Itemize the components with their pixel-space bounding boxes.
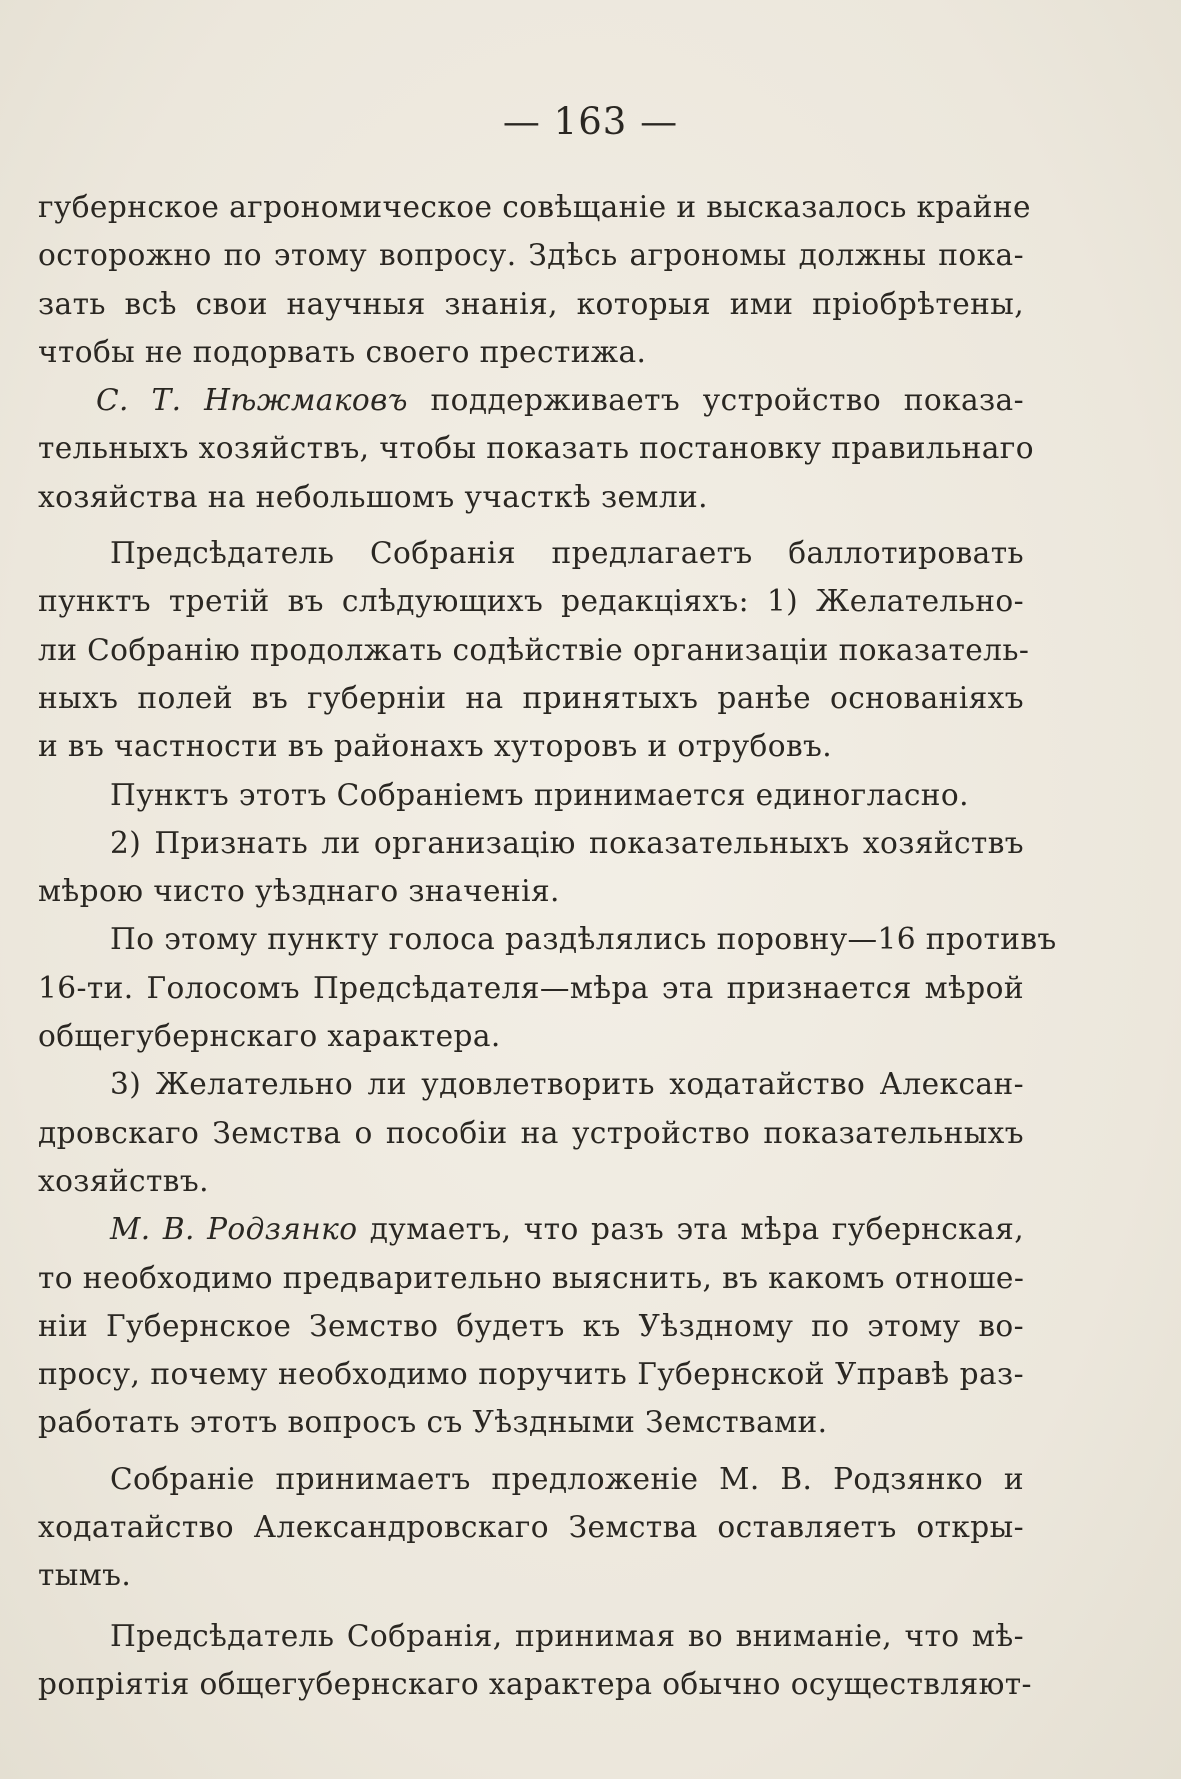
text-line: то необходимо предварительно выяснить, въ какомъ отноше- [38, 1260, 1025, 1295]
text-line: мѣрою чисто уѣзднаго значенія. [38, 874, 560, 909]
text-line: работать этотъ вопросъ съ Уѣздными Земствами. [38, 1405, 828, 1440]
text-line: ніи Губернское Земство будетъ къ Уѣздному по этому во- [38, 1308, 1024, 1343]
speaker-name: М. В. Родзянко [110, 1212, 358, 1247]
page-number: — 163 — [502, 100, 679, 143]
text-line: ли Собранію продолжать содѣйствіе организаціи показатель- [38, 632, 1030, 667]
text-line: 2) Признать ли организацію показательныхъ хозяйствъ [110, 825, 1024, 860]
text-line [38, 376, 1024, 424]
text-fragment: думаетъ, что разъ эта мѣра губернская, [369, 1212, 1024, 1247]
text-line: тельныхъ хозяйствъ, чтобы показать постановку правильнаго [38, 431, 1034, 466]
body-text [38, 183, 1057, 1708]
text-line: осторожно по этому вопросу. Здѣсь агрономы должны пока- [38, 238, 1024, 273]
text-line: зать всѣ свои научныя знанія, которыя ими пріобрѣтены, [38, 286, 1024, 321]
text-line: пунктъ третій въ слѣдующихъ редакціяхъ: 1) Желательно- [38, 584, 1024, 619]
text-line: Собраніе принимаетъ предложеніе М. В. Родзянко и [110, 1461, 1024, 1496]
text-line: общегубернскаго характера. [38, 1019, 501, 1054]
text-line: чтобы не подорвать своего престижа. [38, 334, 647, 369]
text-line: хозяйства на небольшомъ участкѣ земли. [38, 479, 708, 514]
text-line: губернское агрономическое совѣщаніе и высказалось крайне [38, 190, 1031, 224]
text-line: тымъ. [38, 1558, 132, 1593]
text-line: 3) Желательно ли удовлетворить ходатайство Алексан- [110, 1067, 1024, 1102]
text-line: ходатайство Александровскаго Земства оставляетъ откры- [38, 1510, 1024, 1545]
text-line: ропріятія общегубернскаго характера обычно осуществляют- [38, 1666, 1032, 1701]
text-line: и въ частности въ районахъ хуторовъ и отрубовъ. [38, 729, 833, 764]
text-fragment: поддерживаетъ устройство показа- [430, 383, 1024, 418]
text-line: ныхъ полей въ губерніи на принятыхъ ранѣе основаніяхъ [38, 680, 1024, 715]
text-line: хозяйствъ. [38, 1163, 209, 1198]
text-line: просу, почему необходимо поручить Губернской Управѣ раз- [38, 1357, 1024, 1392]
text-line: дровскаго Земства о пособіи на устройство показательныхъ [38, 1115, 1024, 1150]
speaker-name: С. Т. Нѣжмаковъ [96, 383, 408, 418]
text-line [38, 1205, 1024, 1253]
text-line: Пунктъ этотъ Собраніемъ принимается единогласно. [110, 777, 969, 812]
text-line: 16-ти. Голосомъ Предсѣдателя—мѣра эта признается мѣрой [38, 970, 1024, 1005]
text-line: Предсѣдатель Собранія, принимая во вниманіе, что мѣ- [110, 1618, 1024, 1653]
text-line: Предсѣдатель Собранія предлагаетъ баллотировать [110, 536, 1024, 571]
text-line: По этому пункту голоса раздѣлялись поровну—16 противъ [110, 922, 1057, 957]
